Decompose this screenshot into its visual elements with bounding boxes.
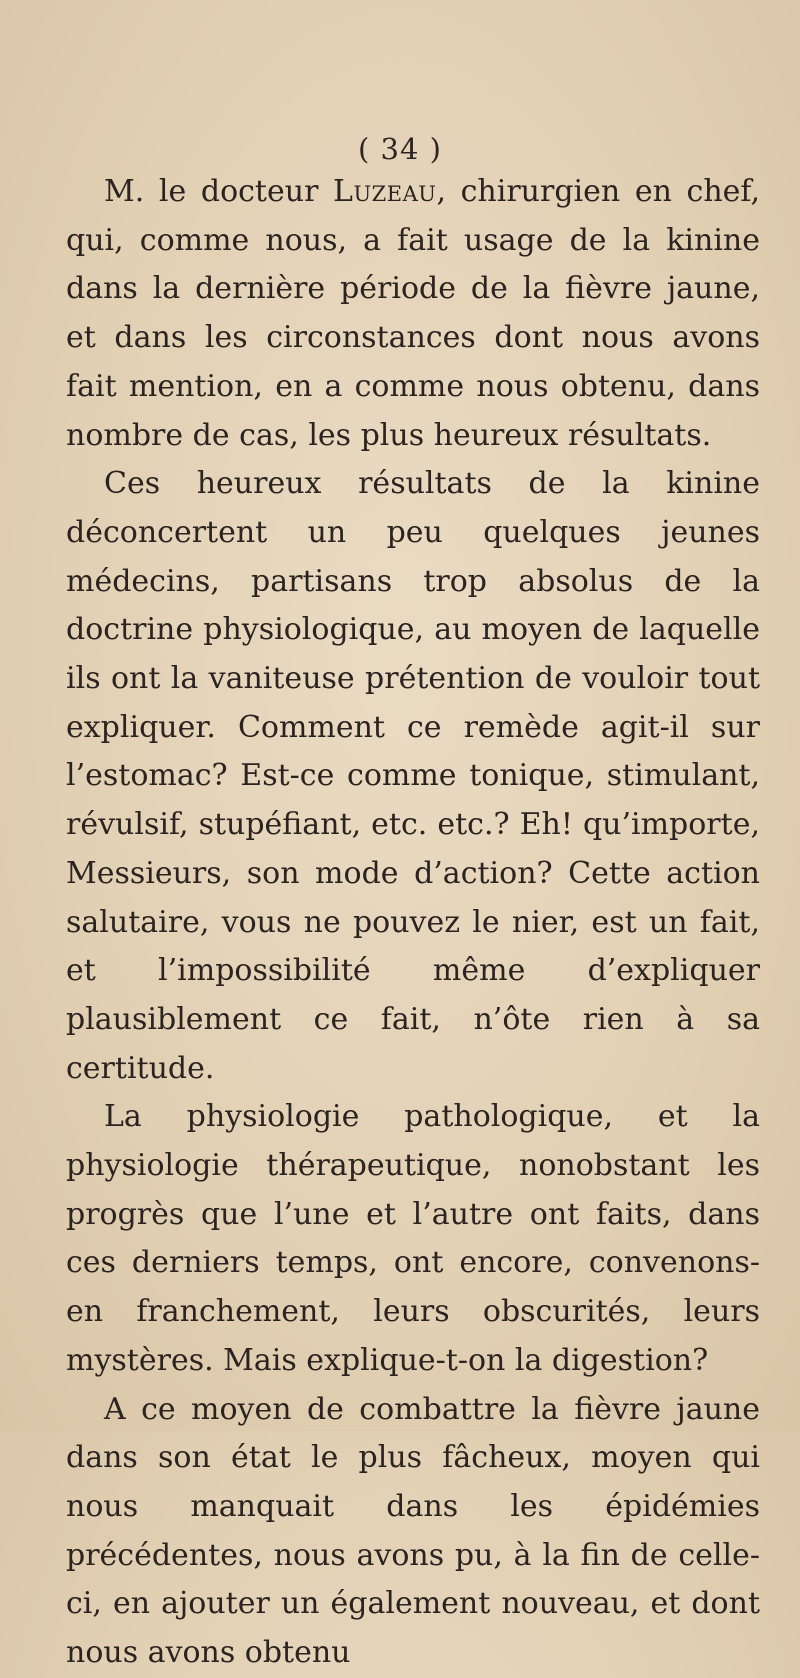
doctor-name: Luzeau bbox=[333, 174, 437, 209]
paragraph-2: Ces heureux résultats de la kinine déconcertent un peu quelques jeunes médecins, partisans trop absolus de la doctrine physiologique, au moyen de laquelle ils ont la vaniteuse prétention de vouloir tout expliquer. Comment ce remède agit-il sur l’estomac? Est-ce comme tonique, stimulant, révulsif, stupéfiant, etc. etc.? Eh! qu’importe, Messieurs, son mode d’action? Cette action salutaire, vous ne pouvez le nier, est un fait, et l’impossibilité même d’expliquer plausiblement ce fait, n’ôte rien à sa certitude. bbox=[66, 466, 760, 1086]
page-body bbox=[66, 128, 760, 1678]
paragraph-1 bbox=[66, 168, 760, 460]
paragraph-1-intro: M. le docteur bbox=[104, 174, 334, 209]
paragraph-1-rest: , chirurgien en chef, qui, comme nous, a fait usage de la kinine dans la dernière période de la fièvre jaune, et dans les circonstances dont nous avons fait mention, en a comme nous obtenu, dans nombre de cas, les plus heureux résultats. bbox=[66, 174, 761, 453]
paragraph-4: A ce moyen de combattre la fièvre jaune dans son état le plus fâcheux, moyen qui nous manquait dans les épidémies précédentes, nous avons pu, à la fin de celle-ci, en ajouter un également nouveau, et dont nous avons obtenu bbox=[66, 1391, 760, 1671]
page-number: ( 34 ) bbox=[358, 132, 442, 166]
paragraph-3: La physiologie pathologique, et la physiologie thérapeutique, nonobstant les progrès que l’une et l’autre ont faits, dans ces derniers temps, ont encore, convenons-en franchement, leurs obscurités, leurs mystères. Mais explique-t-on la digestion? bbox=[66, 1099, 760, 1378]
